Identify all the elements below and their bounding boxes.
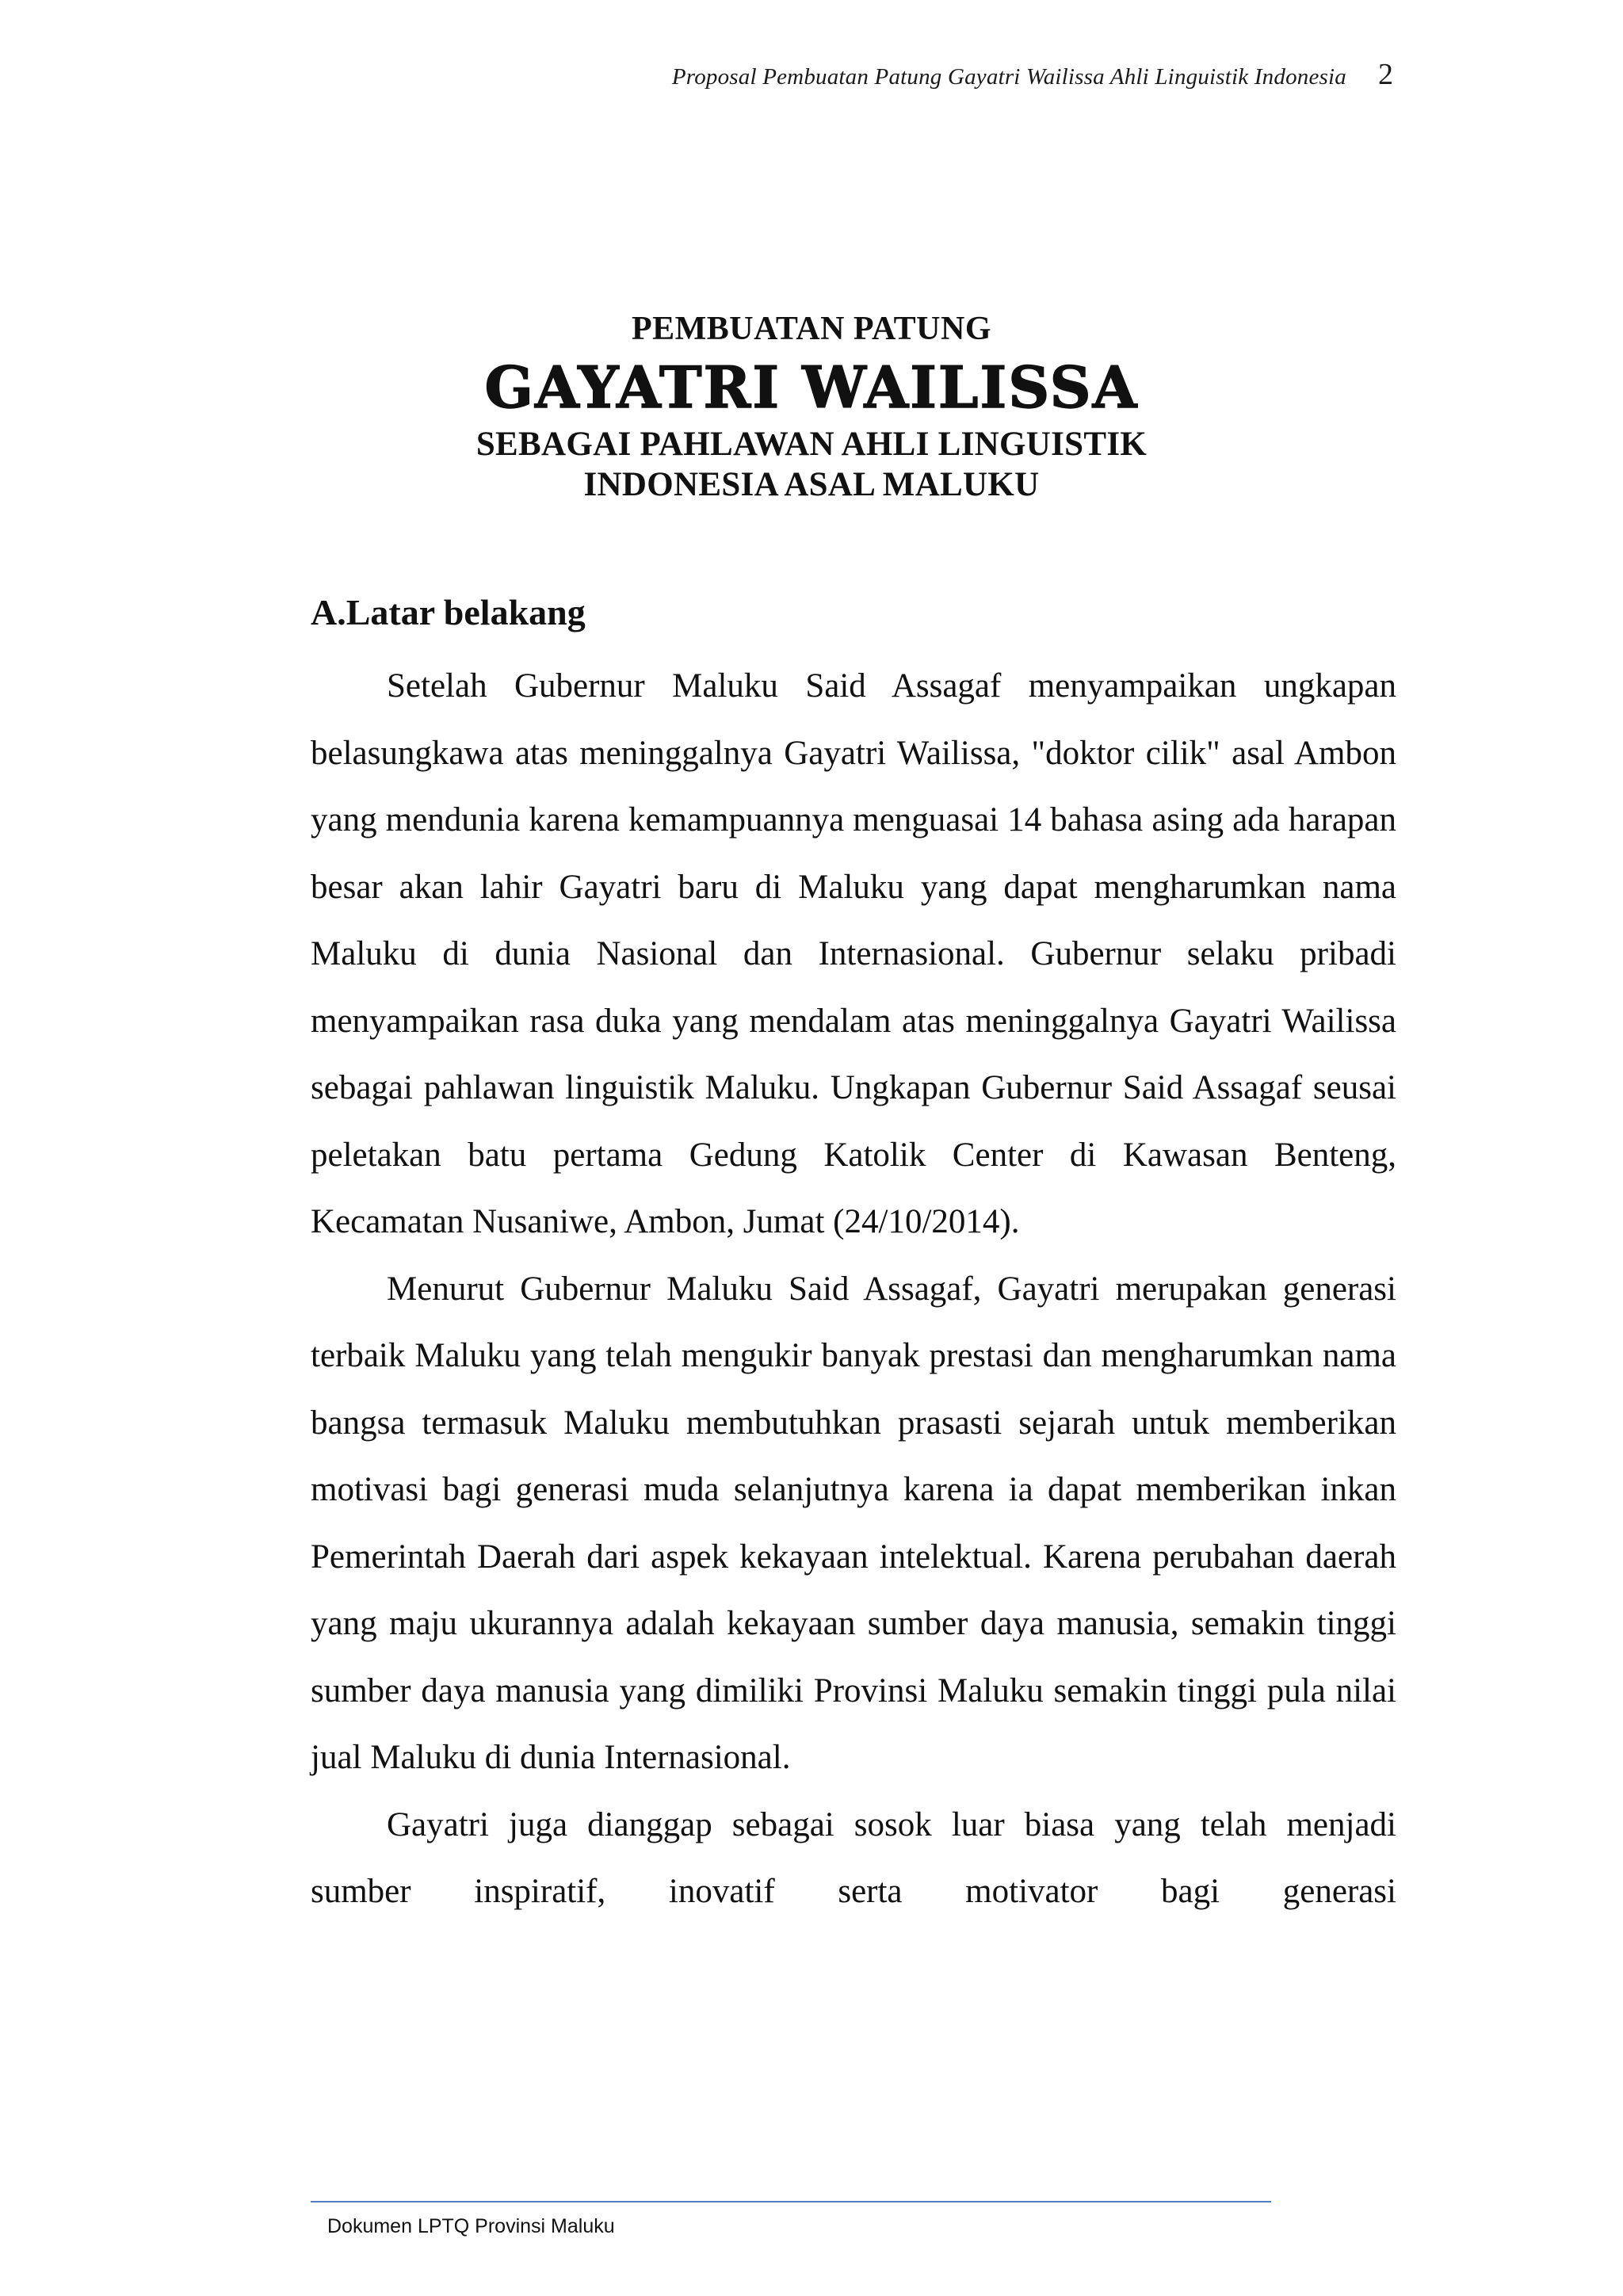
footer-text: Dokumen LPTQ Provinsi Maluku xyxy=(327,2215,615,2237)
document-title xyxy=(0,309,1623,506)
paragraph-2: Menurut Gubernur Maluku Said Assagaf, Gayatri merupakan generasi terbaik Maluku yang telah mengukir banyak prestasi dan mengharumkan nama bangsa termasuk Maluku membutuhkan prasasti sejarah untuk memberikan motivasi bagi generasi muda selanjutnya karena ia dapat memberikan inkan Pemerintah Daerah dari aspek kekayaan intelektual. Karena perubahan daerah yang maju ukurannya adalah kekayaan sumber daya manusia, semakin tinggi sumber daya manusia yang dimiliki Provinsi Maluku semakin tinggi pula nilai jual Maluku di dunia Internasional. xyxy=(311,1270,1396,1776)
section-heading: A.Latar belakang xyxy=(311,592,586,632)
paragraph-1: Setelah Gubernur Maluku Said Assagaf menyampaikan ungkapan belasungkawa atas meninggalnya Gayatri Wailissa, "doktor cilik" asal Ambon yang mendunia karena kemampuannya menguasai 14 bahasa asing ada harapan besar akan lahir Gayatri baru di Maluku yang dapat mengharumkan nama Maluku di dunia Nasional dan Internasional. Gubernur selaku pribadi menyampaikan rasa duka yang mendalam atas meninggalnya Gayatri Wailissa sebagai pahlawan linguistik Maluku. Ungkapan Gubernur Said Assagaf seusai peletakan batu pertama Gedung Katolik Center di Kawasan Benteng, Kecamatan Nusaniwe, Ambon, Jumat (24/10/2014). xyxy=(311,667,1396,1240)
footer-divider xyxy=(311,2201,1271,2202)
title-line-3: SEBAGAI PAHLAWAN AHLI LINGUISTIK xyxy=(475,425,1148,463)
paragraph-3: Gayatri juga dianggap sebagai sosok luar biasa yang telah menjadi sumber inspiratif, inovatif serta motivator bagi generasi xyxy=(311,1805,1396,1910)
title-line-1: PEMBUATAN PATUNG xyxy=(631,311,992,347)
page-number: 2 xyxy=(1378,58,1393,91)
title-name: GAYATRI WAILISSA xyxy=(484,353,1139,422)
body-text xyxy=(311,653,1396,1926)
page-header xyxy=(672,57,1393,92)
header-title: Proposal Pembuatan Patung Gayatri Wailissa Ahli Linguistik Indonesia xyxy=(671,64,1346,90)
title-line-4: INDONESIA ASAL MALUKU xyxy=(583,466,1040,504)
